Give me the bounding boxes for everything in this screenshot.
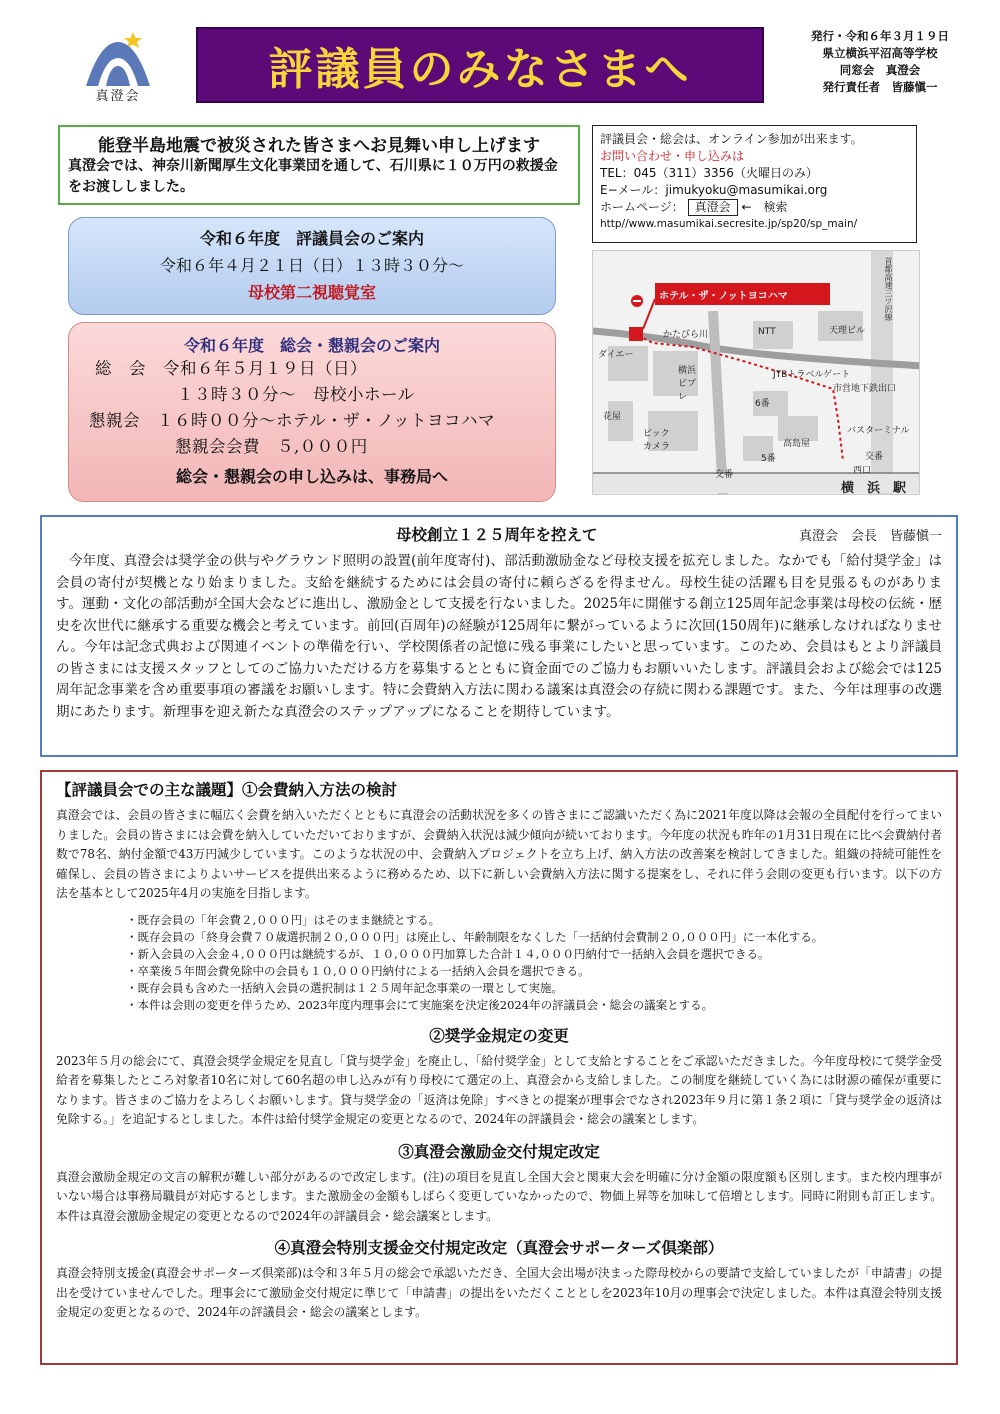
map-exit6-label: 6番 [755, 399, 770, 409]
homepage-label: ホームページ： [600, 200, 684, 214]
map-jtb-label: JTBトラベルゲート [773, 370, 851, 380]
anniversary-box [40, 515, 958, 757]
list-item: ・ 卒業後５年間会費免除中の会員も１０,０００円納付による一括納入会員を選択できる。 [126, 963, 942, 980]
map-hanaya-label: 花屋 [603, 412, 622, 422]
condolence-body: 真澄会では、神奈川新聞厚生文化事業団を通して、石川県に１０万円の救援金をお渡ししました。 [68, 158, 558, 195]
search-hint: ← 検索 [741, 200, 788, 214]
logo-text: 真澄会 [95, 89, 141, 104]
council-title: 令和６年度 評議員会のご案内 [199, 229, 424, 248]
map-hotel-label: ホテル・ザ・ノットヨコハマ [659, 291, 788, 302]
scholarship-body: 2023年５月の総会にて、真澄会奨学金規定を見直し「貸与奨学金」を廃止し、「給付奨学金」として支給とすることをご承認いただきました。今年度母校にて奨学金受給者を募集したところ対象者10名に対して60名超の申し込みが有り母校にて選定の上、真澄会から支給しました。この制度を継続していく為には財源の確保が重要になります。皆さまのご協力をよろしくお願いします。貸与奨学金の「返済は免除」すべきとの提案が理事会でなされ2023年９月に第１条２項に「貸与奨学金の返済は免除する。」を追記するとしました。本件は給付奨学金規定の変更となるので、2024年の評議員会・総会の議案とします。 [56, 1053, 942, 1126]
list-item: ・ 既存会員の「年会費２,０００円」はそのまま継続とする。 [126, 912, 942, 929]
title-banner [196, 27, 764, 103]
council-date: 令和６年４月２１日（日）１３時３０分〜 [159, 256, 464, 275]
map-koban1-label: 交番 [865, 452, 884, 462]
list-item: ・ 新入会員の入会金４,０００円は継続するが、１０,０００円加算した合計１４,０００円納付で一括納入会員を選択できる。 [126, 946, 942, 963]
council-venue: 母校第二視聴覚室 [247, 283, 376, 302]
membership-fee-list [126, 912, 942, 1014]
map-exit5-label: 5番 [761, 454, 776, 464]
map-tenri-label: 天理ビル [829, 326, 866, 336]
encouragement-body: 真澄会激励金規定の文言の解釈が難しい部分があるので改定します。(注)の項目を見直し全国大会と関東大会を明確に分け金額の限度額も区別します。また校内理事がいない場合は事務局職員が対応するとします。また激励金の金額もしばらく変更していなかったので、物価上昇等を加味して倍増とします。同時に附則も訂正します。本件は真澄会激励金規定の変更となるので2024年の評議員会・総会議案とします。 [56, 1169, 942, 1223]
agenda-heading: 【評議員会での主な議題】①会費納入方法の検討 [56, 780, 398, 799]
party-fee: 懇親会会費 ５,０００円 [175, 437, 368, 456]
contact-email[interactable]: E−メール：jimukyoku@masumikai.org [600, 183, 828, 197]
general-title: 令和６年度 総会・懇親会のご案内 [183, 336, 440, 355]
map-subway-label: 市営地下鉄出口 [833, 384, 897, 394]
map-daiei-label: ダイエー [598, 350, 634, 360]
agenda-box [40, 770, 958, 1365]
association-name: 同窓会 真澄会 [839, 63, 921, 77]
homepage-url[interactable]: http//www.masumikai.secresite.jp/sp20/sp_main/ [600, 218, 858, 230]
map-koban2-label: 交番 [715, 470, 734, 480]
map-highway-label: 首都高速三ツ沢線 [884, 257, 893, 321]
general-meeting-time: １３時３０分〜 母校小ホール [177, 385, 415, 404]
general-meeting-date: 総 会 令和６年５月１９日（日） [95, 359, 367, 378]
scholarship-heading: ②奨学金規定の変更 [429, 1025, 569, 1045]
list-item: ・ 既存会員も含めた一括納入会員の選択制は１２５周年記念事業の一環として実施。 [126, 980, 942, 997]
application-note: 総会・懇親会の申し込みは、事務局へ [175, 467, 448, 486]
homepage-row [600, 199, 909, 216]
map-station-label: 横 浜 駅 [841, 481, 907, 495]
contact-tel: TEL：045（311）3356（火曜日のみ） [600, 166, 818, 180]
membership-fee-body: 真澄会では、会員の皆さまに幅広く会費を納入いただくとともに真澄会の活動状況を多くの皆さまにご認識いただく為に2021年度以降は会報の全員配付を行ってまいりました。会員の皆さまには会費を納入していただいておりますが、会費納入状況は減少傾向が続いております。今年度の状況も昨年の1月31日現在に比べ会費納付者数で78名、納付金額で43万円減少しています。このような状況の中、会費納入プロジェクトを立ち上げ、納入方法の改善案を検討してきました。組織の持続可能性を確保し、会員の皆さまによりよいサービスを提供出来るように務めるため、以下に新しい会費納入方法に関する提案をし、それに伴う会則の変更も行います。以下の方法を基本として2025年4月の実施を目指します。 [56, 808, 943, 900]
page-title: 評議員のみなさまへ [268, 44, 692, 95]
map-ntt-label: NTT [758, 327, 776, 337]
map-takashimaya-label: 高島屋 [783, 439, 811, 449]
condolence-title: 能登半島地震で被災された皆さまへお見舞い申し上げます [98, 136, 540, 156]
map-nishiguchi-label: 西口 [853, 466, 872, 476]
map-river-label: かたびら川 [663, 330, 709, 340]
publisher-name: 発行責任者 皆藤愼一 [822, 80, 938, 94]
search-word-box[interactable]: 真澄会 [688, 199, 738, 216]
general-meeting-card [68, 322, 556, 502]
party-time: 懇親会 １６時００分〜ホテル・ザ・ノットヨコハマ [89, 411, 496, 430]
condolence-box [58, 125, 580, 205]
issuer-block [775, 28, 985, 96]
anniversary-author: 真澄会 会長 皆藤愼一 [798, 529, 942, 544]
encouragement-heading: ③真澄会激励金交付規定改定 [398, 1141, 600, 1161]
school-name: 県立横浜平沼高等学校 [822, 46, 938, 60]
anniversary-body: 今年度、真澄会は奨学金の供与やグラウンド照明の設置(前年度寄付)、部活動激励金など母校支援を拡充しました。なかでも「給付奨学金」は会員の寄付が契機となり始まりました。支給を継続するためには会員の寄付に頼らざるを得ません。母校生徒の活躍も目を見張るものがあります。運動・文化の部活動が全国大会などに進出し、激励金として支援を行ないました。2025年に開催する創立125周年記念事業は母校の伝統・歴史を次世代に継承する重要な機会と考えています。前回(百周年)の経験が125周年に繋がっているように次回(150周年)に継承しなければなりません。今年は記念式典および関連イベントの準備を行い、学校関係者の記憶に残る事業にしたいと思っています。このため、会員はもとより評議員の皆さまには支援スタッフとしてのご協力いただける方を募集するとともに資金面でのご協力もお願いいたします。評議員会および総会では125周年記念事業を含め重要事項の審議をお願いします。特に会費納入方法に関わる議案は真澄会の存続に関わる課題です。また、今年は理事の改選期にあたります。新理事を迎え新たな真澄会のステップアップになることを期待しています。 [56, 553, 942, 720]
special-support-heading: ④真澄会特別支援金交付規定改定（真澄会サポーターズ倶楽部） [274, 1238, 724, 1257]
contact-box [592, 125, 917, 243]
map-bic-label: ビックカメラ [643, 429, 671, 452]
online-note: 評議員会・総会は、オンライン参加が出来ます。 [600, 132, 863, 146]
list-item: ・ 本件は会則の変更を伴うため、2023年度内理事会にて実施案を決定後2024年の評議員会・総会の議案とする。 [126, 997, 942, 1014]
map-vivre-label: 横浜ビブレ [678, 366, 697, 402]
issue-date: 発行・令和６年３月１９日 [811, 29, 949, 43]
list-item: ・ 既存会員の「終身会費７０歳選択制２０,０００円」は廃止し、年齢制限をなくした「一括納付会費制２０,０００円」に一本化する。 [126, 929, 942, 946]
map-bus-label: バスターミナル [847, 426, 910, 436]
council-meeting-card [68, 217, 556, 315]
anniversary-title: 母校創立１２５周年を控えて [396, 525, 598, 544]
anniversary-header [56, 523, 942, 545]
access-map [592, 250, 920, 495]
inquiry-label: お問い合わせ・申し込みは [600, 149, 745, 163]
special-support-body: 真澄会特別支援金(真澄会サポーターズ倶楽部)は令和３年５月の総会で承認いただき、全国大会出場が決まった際母校からの要請で支給していましたが「申請書」の提出を受けていませんでした。理事会にて激励金交付規定に準じて「申請書」の提出をいただくこととしを2023年10月の理事会で決定しました。本件は真澄会特別支援金規定の変更となるので、2024年の評議員会・総会の議案とします。 [56, 1266, 942, 1319]
